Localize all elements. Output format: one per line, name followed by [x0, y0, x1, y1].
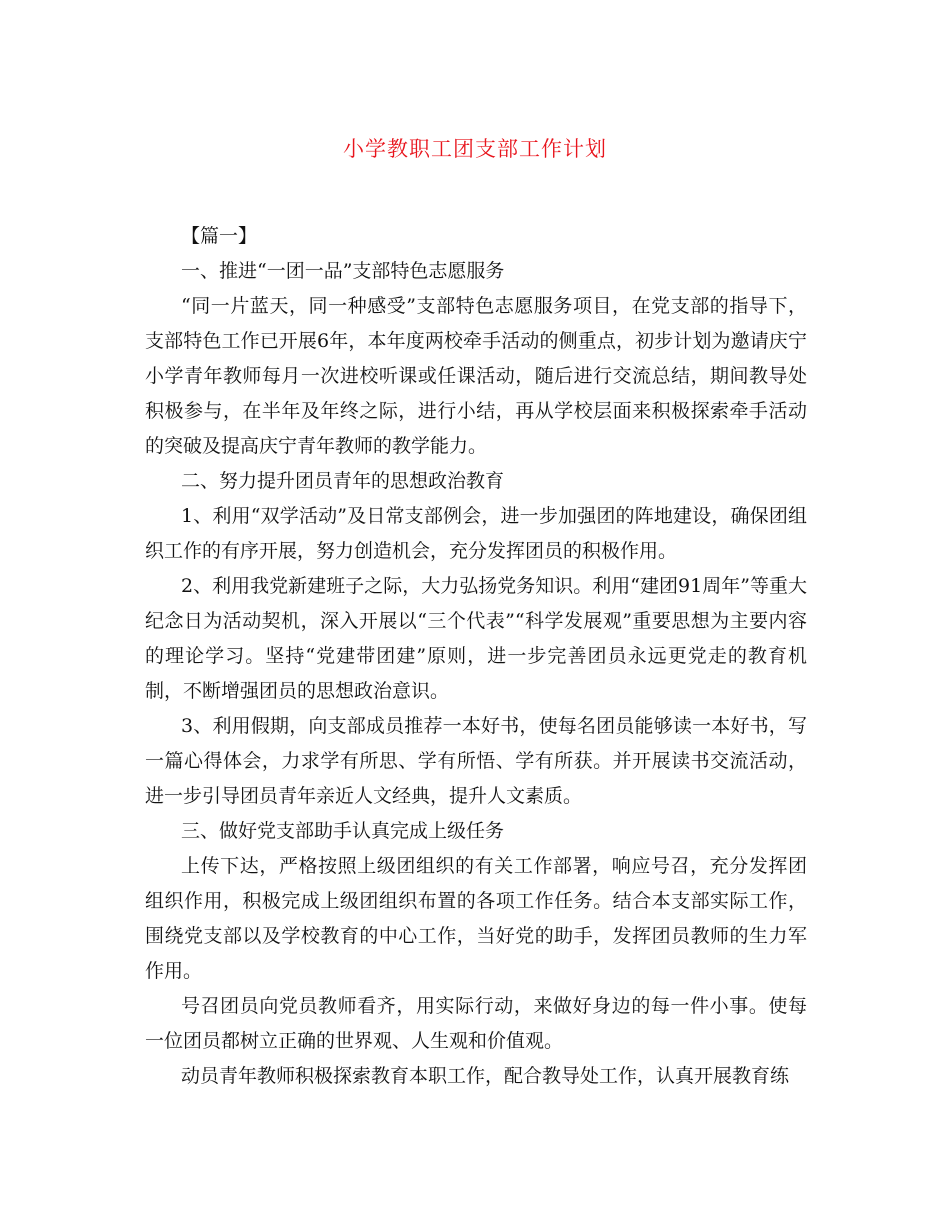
paragraph: 3、利用假期，向支部成员推荐一本好书，使每名团员能够读一本好书，写一篇心得体会，力求学有所思、学有所悟、学有所获。并开展读书交流活动，进一步引导团员青年亲近人文经典，提升人文素质。 — [145, 715, 807, 807]
section-heading-1: 一、推进“一团一品”支部特色志愿服务 — [181, 260, 505, 282]
document-body — [145, 219, 807, 1094]
paragraph: 1、利用“双学活动”及日常支部例会，进一步加强团的阵地建设，确保团组织工作的有序开展，努力创造机会，充分发挥团员的积极作用。 — [145, 505, 807, 562]
paragraph: 号召团员向党员教师看齐，用实际行动，来做好身边的每一件小事。使每一位团员都树立正确的世界观、人生观和价值观。 — [145, 995, 807, 1052]
paragraph: 上传下达，严格按照上级团组织的有关工作部署，响应号召，充分发挥团组织作用，积极完成上级团组织布置的各项工作任务。结合本支部实际工作，围绕党支部以及学校教育的中心工作，当好党的助手，发挥团员教师的生力军作用。 — [145, 855, 807, 982]
section-marker: 【篇一】 — [181, 225, 258, 247]
section-heading-2: 二、努力提升团员青年的思想政治教育 — [181, 470, 505, 492]
paragraph: 2、利用我党新建班子之际，大力弘扬党务知识。利用“建团91周年”等重大纪念日为活动契机，深入开展以“三个代表”“科学发展观”重要思想为主要内容的理论学习。坚持“党建带团建”原则，进一步完善团员永远更党走的教育机制，不断增强团员的思想政治意识。 — [145, 575, 807, 702]
paragraph: 动员青年教师积极探索教育本职工作，配合教导处工作，认真开展教育练 — [181, 1065, 790, 1087]
document-title: 小学教职工团支部工作计划 — [343, 137, 607, 161]
section-heading-3: 三、做好党支部助手认真完成上级任务 — [181, 820, 505, 842]
paragraph: “同一片蓝天，同一种感受”支部特色志愿服务项目，在党支部的指导下，支部特色工作已开展6年，本年度两校牵手活动的侧重点，初步计划为邀请庆宁小学青年教师每月一次进校听课或任课活动，随后进行交流总结，期间教导处积极参与，在半年及年终之际，进行小结，再从学校层面来积极探索牵手活动的突破及提高庆宁青年教师的教学能力。 — [145, 295, 807, 457]
